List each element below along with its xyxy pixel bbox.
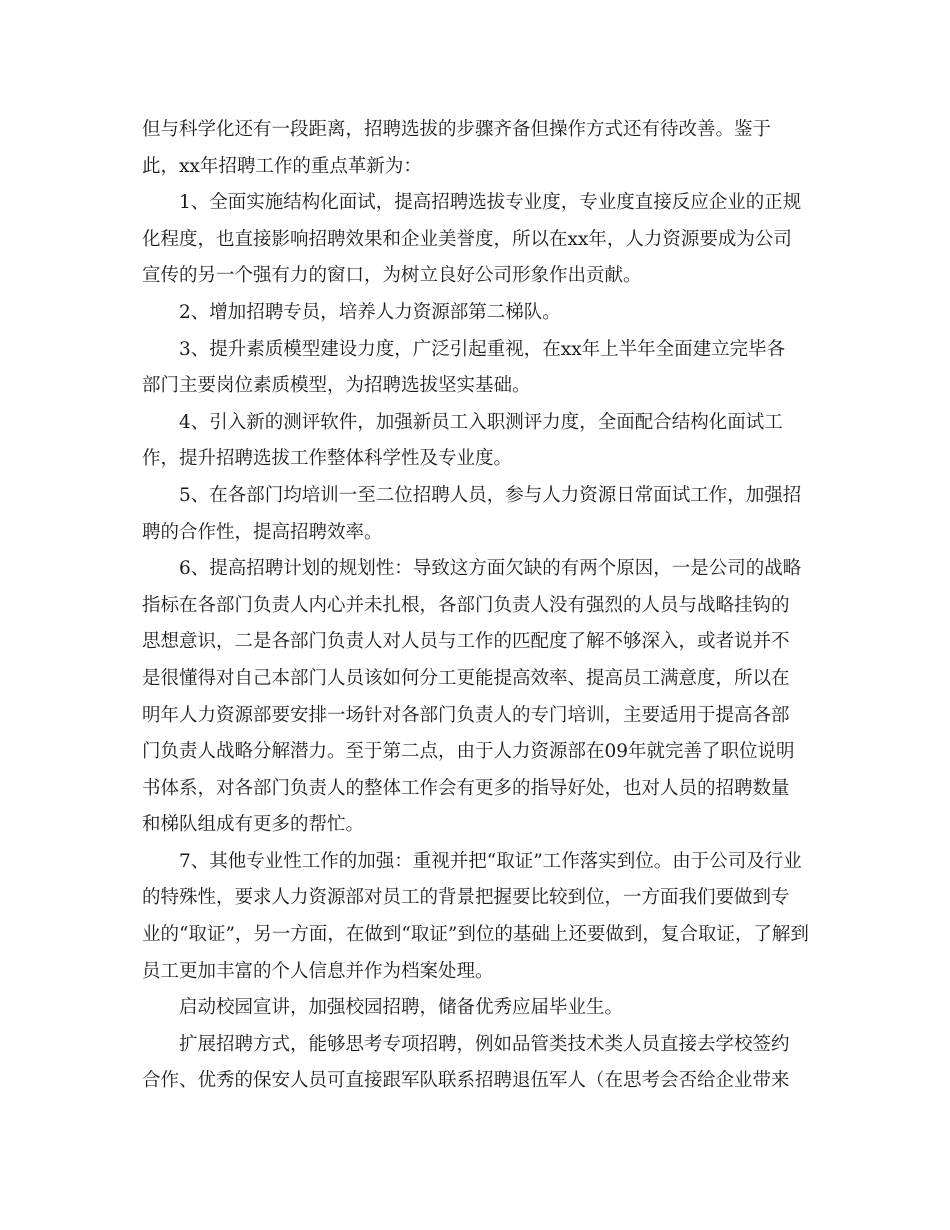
text-line: 指标在各部门负责人内心并未扎根，各部门负责人没有强烈的人员与战略挂钩的 bbox=[142, 594, 790, 616]
text-line: 扩展招聘方式，能够思考专项招聘，例如品管类技术类人员直接去学校签约 bbox=[179, 1033, 790, 1055]
text-line: 思想意识，二是各部门负责人对人员与工作的匹配度了解不够深入，或者说并不 bbox=[142, 631, 790, 653]
text-line: 和梯队组成有更多的帮忙。 bbox=[142, 814, 365, 836]
text-line: 此，xx年招聘工作的重点革新为： bbox=[142, 155, 422, 177]
text-line: 宣传的另一个强有力的窗口，为树立良好公司形象作出贡献。 bbox=[142, 265, 642, 287]
text-line: 4、引入新的测评软件，加强新员工入职测评力度，全面配合结构化面试工 bbox=[179, 411, 783, 433]
text-line: 7、其他专业性工作的加强：重视并把“取证”工作落实到位。由于公司及行业 bbox=[179, 850, 802, 872]
text-line: 3、提升素质模型建设力度，广泛引起重视，在xx年上半年全面建立完毕各 bbox=[179, 338, 786, 360]
text-line: 员工更加丰富的个人信息并作为档案处理。 bbox=[142, 960, 494, 982]
document-body bbox=[142, 112, 812, 1100]
text-line: 2、增加招聘专员，培养人力资源部第二梯队。 bbox=[179, 301, 561, 323]
text-line: 1、全面实施结构化面试，提高招聘选拔专业度，专业度直接反应企业的正规 bbox=[179, 192, 802, 214]
text-line: 5、在各部门均培训一至二位招聘人员，参与人力资源日常面试工作，加强招 bbox=[179, 484, 802, 506]
text-line: 聘的合作性，提高招聘效率。 bbox=[142, 521, 383, 543]
text-line: 作，提升招聘选拔工作整体科学性及专业度。 bbox=[142, 448, 513, 470]
text-line: 是很懂得对自己本部门人员该如何分工更能提高效率、提高员工满意度，所以在 bbox=[142, 667, 790, 689]
text-line: 门负责人战略分解潜力。至于第二点，由于人力资源部在09年就完善了职位说明 bbox=[142, 741, 795, 763]
text-line: 合作、优秀的保安人员可直接跟军队联系招聘退伍军人（在思考会否给企业带来 bbox=[142, 1070, 790, 1092]
text-line: 的特殊性，要求人力资源部对员工的背景把握要比较到位，一方面我们要做到专 bbox=[142, 887, 790, 909]
text-line: 但与科学化还有一段距离，招聘选拔的步骤齐备但操作方式还有待改善。鉴于 bbox=[142, 119, 772, 140]
text-line: 书体系，对各部门负责人的整体工作会有更多的指导好处，也对人员的招聘数量 bbox=[142, 777, 790, 799]
text-line: 业的“取证”，另一方面，在做到“取证”到位的基础上还要做到，复合取证，了解到 bbox=[142, 924, 809, 946]
text-line: 6、提高招聘计划的规划性：导致这方面欠缺的有两个原因，一是公司的战略 bbox=[179, 558, 802, 580]
text-line: 明年人力资源部要安排一场针对各部门负责人的专门培训，主要适用于提高各部 bbox=[142, 704, 790, 726]
text-line: 部门主要岗位素质模型，为招聘选拔坚实基础。 bbox=[142, 375, 531, 397]
text-line: 化程度，也直接影响招聘效果和企业美誉度，所以在xx年，人力资源要成为公司 bbox=[142, 228, 792, 250]
text-line: 启动校园宣讲，加强校园招聘，储备优秀应届毕业生。 bbox=[179, 997, 624, 1019]
